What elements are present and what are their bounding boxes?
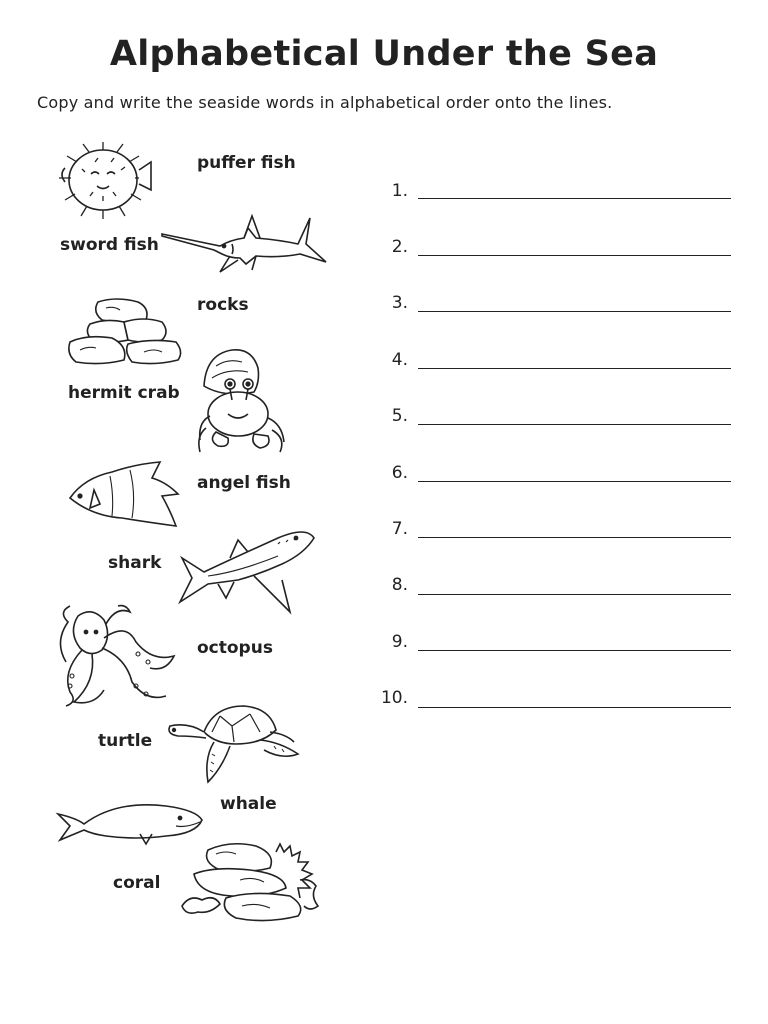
word-label-shark: shark [108, 553, 162, 573]
answer-line-5[interactable] [418, 424, 731, 425]
word-label-octopus: octopus [197, 638, 273, 658]
answer-line-number-9: 9. [391, 632, 408, 652]
shark-icon [178, 528, 318, 614]
word-label-hermit-crab: hermit crab [68, 383, 180, 403]
rocks-icon [66, 298, 184, 368]
answer-line-number-3: 3. [391, 293, 408, 313]
whale-icon [56, 796, 206, 846]
word-label-whale: whale [220, 794, 277, 814]
instructions-text: Copy and write the seaside words in alphabetical order onto the lines. [37, 93, 613, 112]
answer-line-number-8: 8. [391, 575, 408, 595]
answer-line-9[interactable] [418, 650, 731, 651]
word-label-rocks: rocks [197, 295, 249, 315]
word-label-puffer-fish: puffer fish [197, 153, 296, 173]
turtle-icon [164, 702, 300, 786]
sword-fish-icon [160, 214, 328, 290]
answer-line-number-7: 7. [391, 519, 408, 539]
octopus-icon [56, 602, 178, 708]
answer-line-7[interactable] [418, 537, 731, 538]
answer-line-4[interactable] [418, 368, 731, 369]
worksheet-title: Alphabetical Under the Sea [109, 34, 659, 74]
answer-line-number-4: 4. [391, 350, 408, 370]
angel-fish-icon [66, 460, 182, 532]
answer-line-number-1: 1. [391, 181, 408, 201]
answer-line-number-2: 2. [391, 237, 408, 257]
word-label-sword-fish: sword fish [60, 235, 159, 255]
word-label-turtle: turtle [98, 731, 153, 751]
answer-line-8[interactable] [418, 594, 731, 595]
answer-line-1[interactable] [418, 198, 731, 199]
answer-line-6[interactable] [418, 481, 731, 482]
answer-line-number-10: 10. [380, 688, 408, 708]
word-label-coral: coral [113, 873, 161, 893]
answer-line-2[interactable] [418, 255, 731, 256]
answer-line-number-6: 6. [391, 463, 408, 483]
answer-line-3[interactable] [418, 311, 731, 312]
answer-line-number-5: 5. [391, 406, 408, 426]
answer-line-10[interactable] [418, 707, 731, 708]
coral-icon [180, 840, 326, 922]
word-label-angel-fish: angel fish [197, 473, 291, 493]
hermit-crab-icon [194, 348, 292, 454]
puffer-fish-icon [55, 140, 155, 220]
